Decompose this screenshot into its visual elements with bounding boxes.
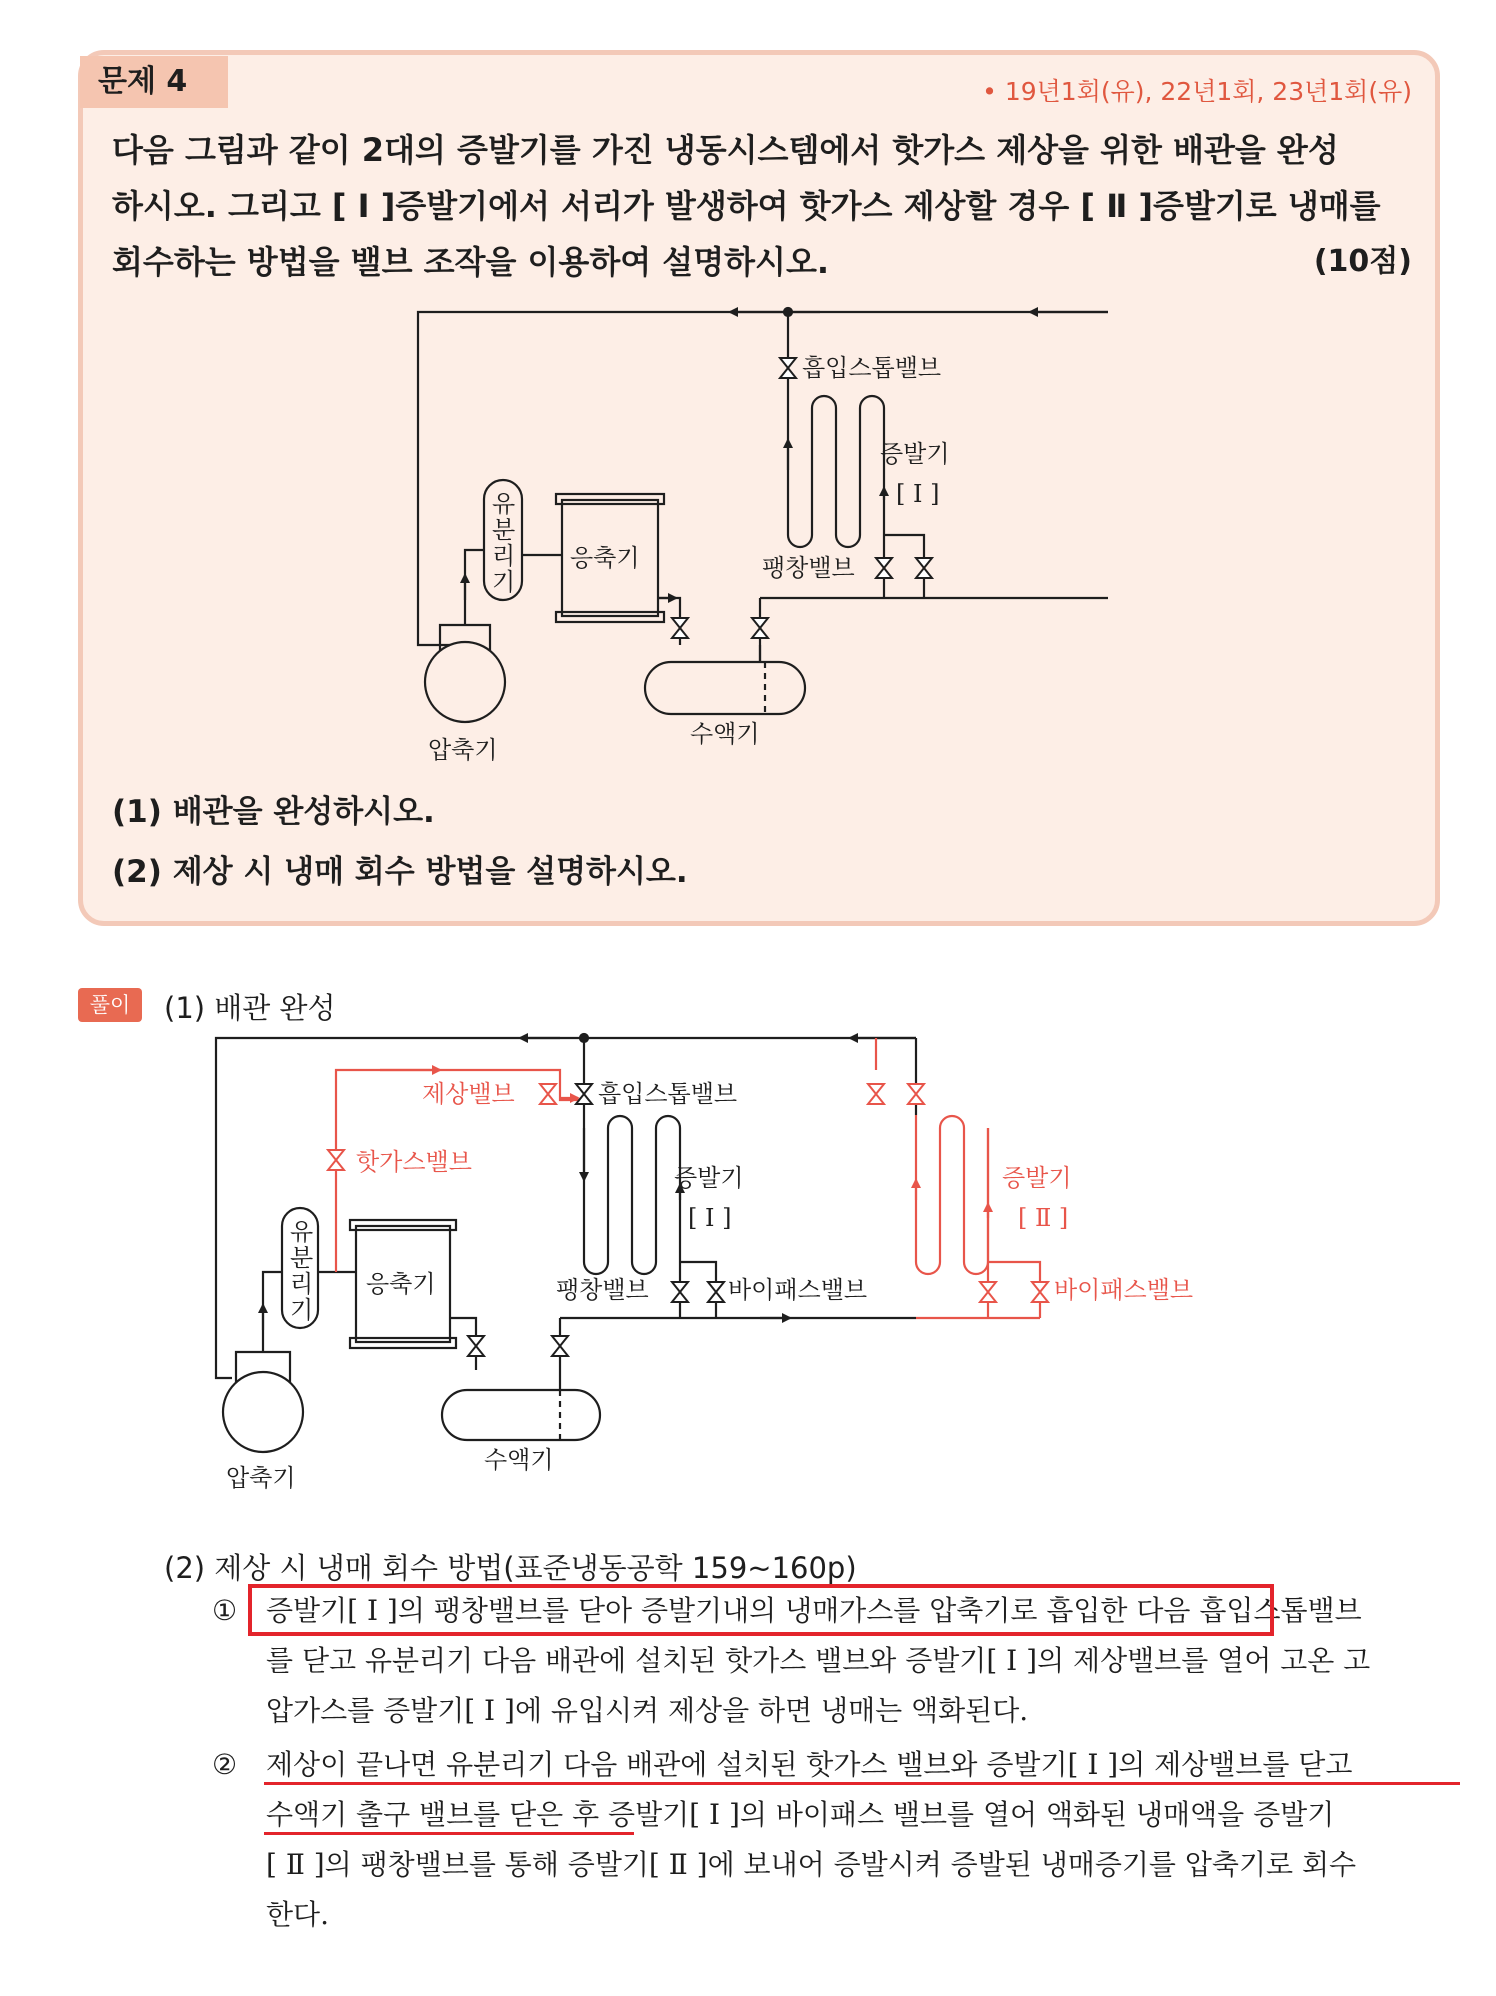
exam-tag: • 19년1회(유), 22년1회, 23년1회(유): [982, 77, 1412, 106]
d2-oil-sep-2: 분: [290, 1244, 314, 1272]
d2-evaporator1-num: [ I ]: [688, 1204, 732, 1232]
d1-evaporator-label: 증발기: [880, 440, 950, 468]
highlight-box: [248, 1584, 1274, 1636]
solution-tag: 풀이: [78, 988, 142, 1022]
d2-bypass-valve1-label: 바이패스밸브: [728, 1276, 868, 1304]
d1-expansion-valve-label: 팽창밸브: [762, 554, 855, 582]
highlight-underline: [264, 1832, 634, 1835]
d2-oil-sep-1: 유: [290, 1218, 314, 1246]
solution-part2-title: (2) 제상 시 냉매 회수 방법(표준냉동공학 159~160p): [164, 1551, 857, 1585]
highlight-underline: [264, 1782, 1460, 1785]
d1-oil-sep-4: 기: [492, 568, 516, 596]
question-line: 하시오. 그리고 [ I ]증발기에서 서리가 발생하여 핫가스 제상할 경우 [ Ⅱ ]증발기로 냉매를: [112, 187, 1381, 225]
step-line: 제상이 끝나면 유분리기 다음 배관에 설치된 핫가스 밸브와 증발기[ I ]의 제상밸브를 닫고: [266, 1748, 1353, 1781]
d2-evaporator2-num: [ Ⅱ ]: [1018, 1204, 1069, 1232]
d2-evaporator1-label: 증발기: [674, 1164, 744, 1192]
d1-compressor-label: 압축기: [428, 736, 498, 764]
step-line: 를 닫고 유분리기 다음 배관에 설치된 핫가스 밸브와 증발기[ I ]의 제상밸브를 열어 고온 고: [266, 1644, 1371, 1677]
step-line: 압가스를 증발기[ I ]에 유입시켜 제상을 하면 냉매는 액화된다.: [266, 1694, 1029, 1727]
d2-oil-sep-3: 리: [290, 1270, 314, 1298]
d1-oil-sep-3: 리: [492, 542, 516, 570]
d1-oil-sep-2: 분: [492, 516, 516, 544]
d2-suction-stop-valve-label: 흡입스톱밸브: [598, 1080, 738, 1108]
d1-evaporator-num: [ I ]: [896, 480, 940, 508]
d2-evaporator2-label: 증발기: [1002, 1164, 1072, 1192]
d1-suction-stop-valve-label: 흡입스톱밸브: [802, 354, 942, 382]
d1-condenser-label: 응축기: [570, 544, 640, 572]
sub-question-1: (1) 배관을 완성하시오.: [112, 794, 435, 830]
d2-oil-sep-4: 기: [290, 1296, 314, 1324]
step-line: 수액기 출구 밸브를 닫은 후 증발기[ I ]의 바이패스 밸브를 열어 액화된 냉매액을 증발기: [266, 1798, 1335, 1831]
d1-oil-sep-1: 유: [492, 490, 516, 518]
question-line: 회수하는 방법을 밸브 조작을 이용하여 설명하시오.: [112, 243, 830, 281]
question-line: 다음 그림과 같이 2대의 증발기를 가진 냉동시스템에서 핫가스 제상을 위한 배관을 완성: [112, 131, 1339, 169]
d2-expansion-valve-label: 팽창밸브: [556, 1276, 649, 1304]
step-line: [ Ⅱ ]의 팽창밸브를 통해 증발기[ Ⅱ ]에 보내어 증발시켜 증발된 냉매증기를 압축기로 회수: [266, 1848, 1357, 1881]
d2-condenser-label: 응축기: [366, 1270, 436, 1298]
d2-compressor-label: 압축기: [226, 1464, 296, 1492]
d1-receiver-label: 수액기: [690, 720, 760, 748]
step-line: 한다.: [266, 1898, 329, 1931]
d2-receiver-label: 수액기: [484, 1446, 554, 1474]
points: (10점): [1313, 244, 1412, 279]
solution-part1-title: (1) 배관 완성: [164, 991, 336, 1025]
problem-label: 문제 4: [80, 56, 228, 108]
step-number: ①: [212, 1594, 238, 1627]
step-number: ②: [212, 1748, 238, 1781]
d2-hot-gas-valve-label: 핫가스밸브: [356, 1148, 472, 1176]
d2-bypass-valve2-label: 바이패스밸브: [1054, 1276, 1194, 1304]
d2-defrost-valve-label: 제상밸브: [422, 1080, 515, 1108]
sub-question-2: (2) 제상 시 냉매 회수 방법을 설명하시오.: [112, 854, 688, 890]
step-line: 증발기[ I ]의 팽창밸브를 닫아 증발기내의 냉매가스를 압축기로 흡입한 다음 흡입스톱밸브: [266, 1594, 1362, 1627]
